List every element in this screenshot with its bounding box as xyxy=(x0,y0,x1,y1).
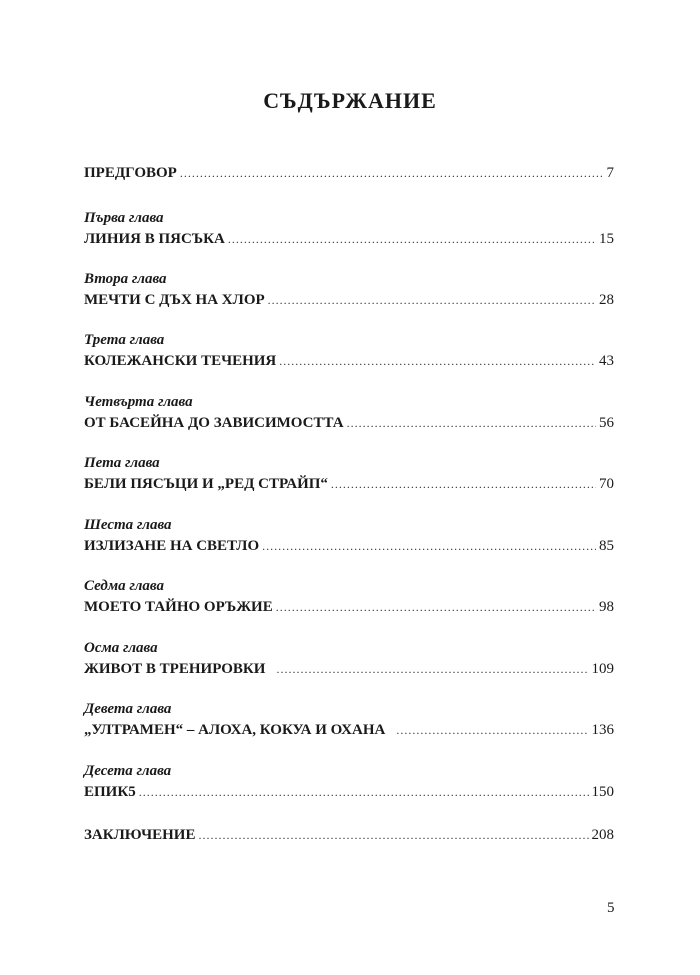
toc-entry-preface xyxy=(84,162,614,184)
toc-entry-title: ЖИВОТ В ТРЕНИРОВКИ xyxy=(84,661,266,677)
dot-leader xyxy=(276,658,588,680)
toc-entry-chapter-5 xyxy=(84,453,614,495)
dot-leader xyxy=(276,596,596,618)
toc-entry-chapter-8 xyxy=(84,638,614,680)
toc-entry-title: ЛИНИЯ В ПЯСЪКА xyxy=(84,231,225,247)
toc-entry-title: МОЕТО ТАЙНО ОРЪЖИЕ xyxy=(84,599,273,615)
toc-entry-line xyxy=(84,162,614,184)
toc-entry-line xyxy=(84,412,614,434)
chapter-label: Втора глава xyxy=(84,271,167,287)
toc-entry-title: ИЗЛИЗАНЕ НА СВЕТЛО xyxy=(84,538,260,554)
toc-page-number: 136 xyxy=(591,722,614,738)
toc-page-number: 43 xyxy=(599,353,614,369)
toc-page-number: 98 xyxy=(599,599,614,615)
toc-entry-line xyxy=(84,596,614,618)
toc-entry-chapter-3 xyxy=(84,330,614,372)
toc-page-number: 109 xyxy=(591,661,614,677)
toc-page-number: 15 xyxy=(599,231,614,247)
toc-entry-conclusion xyxy=(84,824,614,846)
chapter-label: Девета глава xyxy=(84,701,172,717)
toc-entry-line xyxy=(84,658,614,680)
toc-entry-line xyxy=(84,781,614,803)
dot-leader xyxy=(279,350,596,372)
toc-entry-line xyxy=(84,228,614,250)
dot-leader xyxy=(198,824,588,846)
toc-entry-chapter-6 xyxy=(84,515,614,557)
page-number-folio: 5 xyxy=(607,900,615,916)
toc-page-number: 28 xyxy=(599,292,614,308)
chapter-label: Седма глава xyxy=(84,578,164,594)
dot-leader xyxy=(331,473,596,495)
toc-page-number: 70 xyxy=(599,476,614,492)
chapter-label: Десета глава xyxy=(84,763,172,779)
chapter-label: Осма глава xyxy=(84,640,158,656)
toc-entry-title: КОЛЕЖАНСКИ ТЕЧЕНИЯ xyxy=(84,353,277,369)
toc-entry-line xyxy=(84,289,614,311)
dot-leader xyxy=(396,719,588,741)
toc-entry-line xyxy=(84,824,614,846)
chapter-label: Пета глава xyxy=(84,455,160,471)
toc-page-number: 56 xyxy=(599,415,614,431)
toc-entry-title: ОТ БАСЕЙНА ДО ЗАВИСИМОСТТА xyxy=(84,415,344,431)
dot-leader xyxy=(347,412,596,434)
page-title: СЪДЪРЖАНИЕ xyxy=(263,88,437,113)
chapter-label: Шеста глава xyxy=(84,517,172,533)
toc-entry-line xyxy=(84,719,614,741)
chapter-label: Четвърта глава xyxy=(84,394,193,410)
toc-entry-line xyxy=(84,350,614,372)
toc-entry-title: „УЛТРАМЕН“ – АЛОХА, КОКУА И ОХАНА xyxy=(84,722,386,738)
toc-entry-title: ЕПИК5 xyxy=(84,784,136,800)
toc-entry-title: ПРЕДГОВОР xyxy=(84,165,177,181)
toc-entry-line xyxy=(84,535,614,557)
chapter-label: Първа глава xyxy=(84,210,164,226)
toc-page-number: 7 xyxy=(606,165,614,181)
toc-page-number: 150 xyxy=(591,784,614,800)
toc-entry-title: ЗАКЛЮЧЕНИЕ xyxy=(84,827,196,843)
dot-leader xyxy=(139,781,589,803)
dot-leader xyxy=(180,162,604,184)
toc-page-number: 208 xyxy=(591,827,614,843)
toc-entry-chapter-10 xyxy=(84,761,614,803)
toc-entry-chapter-2 xyxy=(84,269,614,311)
dot-leader xyxy=(262,535,596,557)
toc-entry-title: БЕЛИ ПЯСЪЦИ И „РЕД СТРАЙП“ xyxy=(84,476,328,492)
toc-page-number: 85 xyxy=(599,538,614,554)
dot-leader xyxy=(228,228,596,250)
dot-leader xyxy=(268,289,596,311)
toc-entry-chapter-9 xyxy=(84,699,614,741)
chapter-label: Трета глава xyxy=(84,332,165,348)
toc-entry-chapter-4 xyxy=(84,392,614,434)
toc-entry-title: МЕЧТИ С ДЪХ НА ХЛОР xyxy=(84,292,265,308)
toc-entry-line xyxy=(84,473,614,495)
toc-entry-chapter-1 xyxy=(84,208,614,250)
toc-entry-chapter-7 xyxy=(84,576,614,618)
